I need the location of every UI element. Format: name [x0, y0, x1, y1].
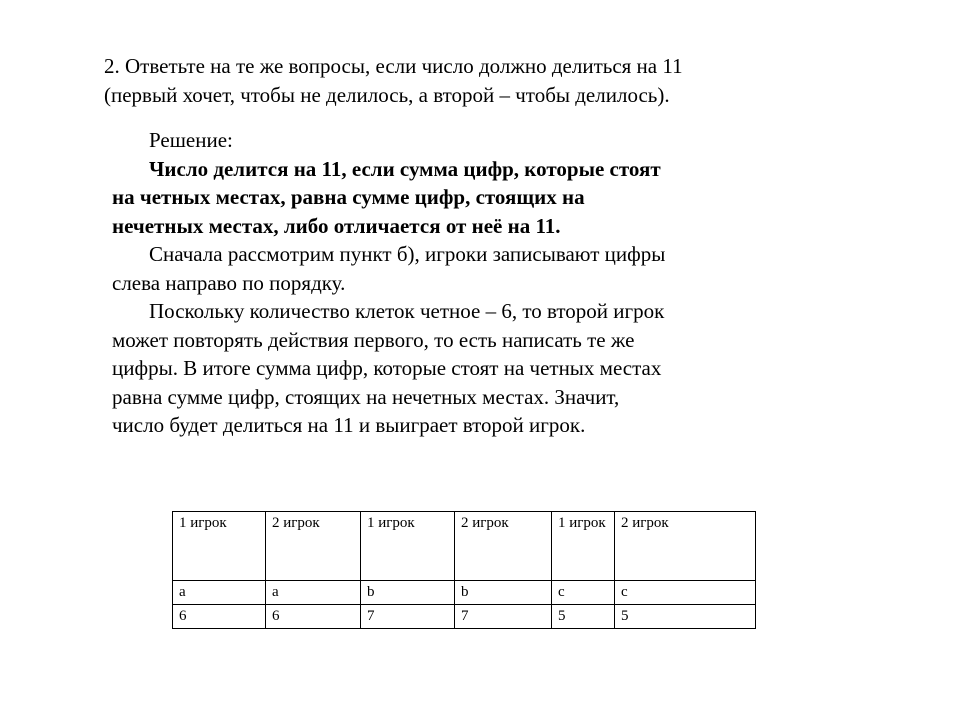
- table-cell: a: [266, 581, 361, 605]
- table-cell: c: [615, 581, 756, 605]
- header-cell: 2 игрок: [266, 512, 361, 581]
- para2-line-1: Поскольку количество клеток четное – 6, то второй игрок: [149, 299, 665, 323]
- table-cell: a: [173, 581, 266, 605]
- table-cell: 6: [173, 605, 266, 629]
- table-cell: c: [552, 581, 615, 605]
- rule-line-3: нечетных местах, либо отличается от неё на 11.: [112, 213, 561, 238]
- table-cell: b: [455, 581, 552, 605]
- table-cell: 6: [266, 605, 361, 629]
- header-cell: 1 игрок: [361, 512, 455, 581]
- game-table: [172, 511, 756, 629]
- table-cell: 7: [361, 605, 455, 629]
- table-cell: 5: [552, 605, 615, 629]
- para2-line-4: равна сумме цифр, стоящих на нечетных местах. Значит,: [112, 384, 620, 409]
- para2-line-3: цифры. В итоге сумма цифр, которые стоят на четных местах: [112, 356, 662, 380]
- solution-block: [112, 126, 772, 440]
- para1-line-2: слева направо по порядку.: [112, 270, 346, 295]
- header-cell: 1 игрок: [173, 512, 266, 581]
- table-cell: 7: [455, 605, 552, 629]
- rule-line-2: на четных местах, равна сумме цифр, стоящих на: [112, 185, 585, 209]
- table-cell: 5: [615, 605, 756, 629]
- para1-line-1: Сначала рассмотрим пункт б), игроки записывают цифры: [149, 242, 666, 266]
- para2-line-2: может повторять действия первого, то есть написать те же: [112, 327, 635, 352]
- table-row: [173, 581, 756, 605]
- solution-heading: Решение:: [149, 128, 233, 152]
- question-line-2: (первый хочет, чтобы не делилось, а второй – чтобы делилось).: [104, 83, 670, 107]
- table-cell: b: [361, 581, 455, 605]
- header-cell: 2 игрок: [455, 512, 552, 581]
- question-line-1: 2. Ответьте на те же вопросы, если число должно делиться на 11: [104, 54, 683, 78]
- rule-line-1: Число делится на 11, если сумма цифр, которые стоят: [149, 156, 661, 181]
- table-row: [173, 605, 756, 629]
- para2-line-5: число будет делиться на 11 и выиграет второй игрок.: [112, 413, 586, 437]
- header-cell: 1 игрок: [552, 512, 615, 581]
- table-header-row: [173, 512, 756, 581]
- header-cell: 2 игрок: [615, 512, 756, 581]
- question-text: [104, 52, 824, 110]
